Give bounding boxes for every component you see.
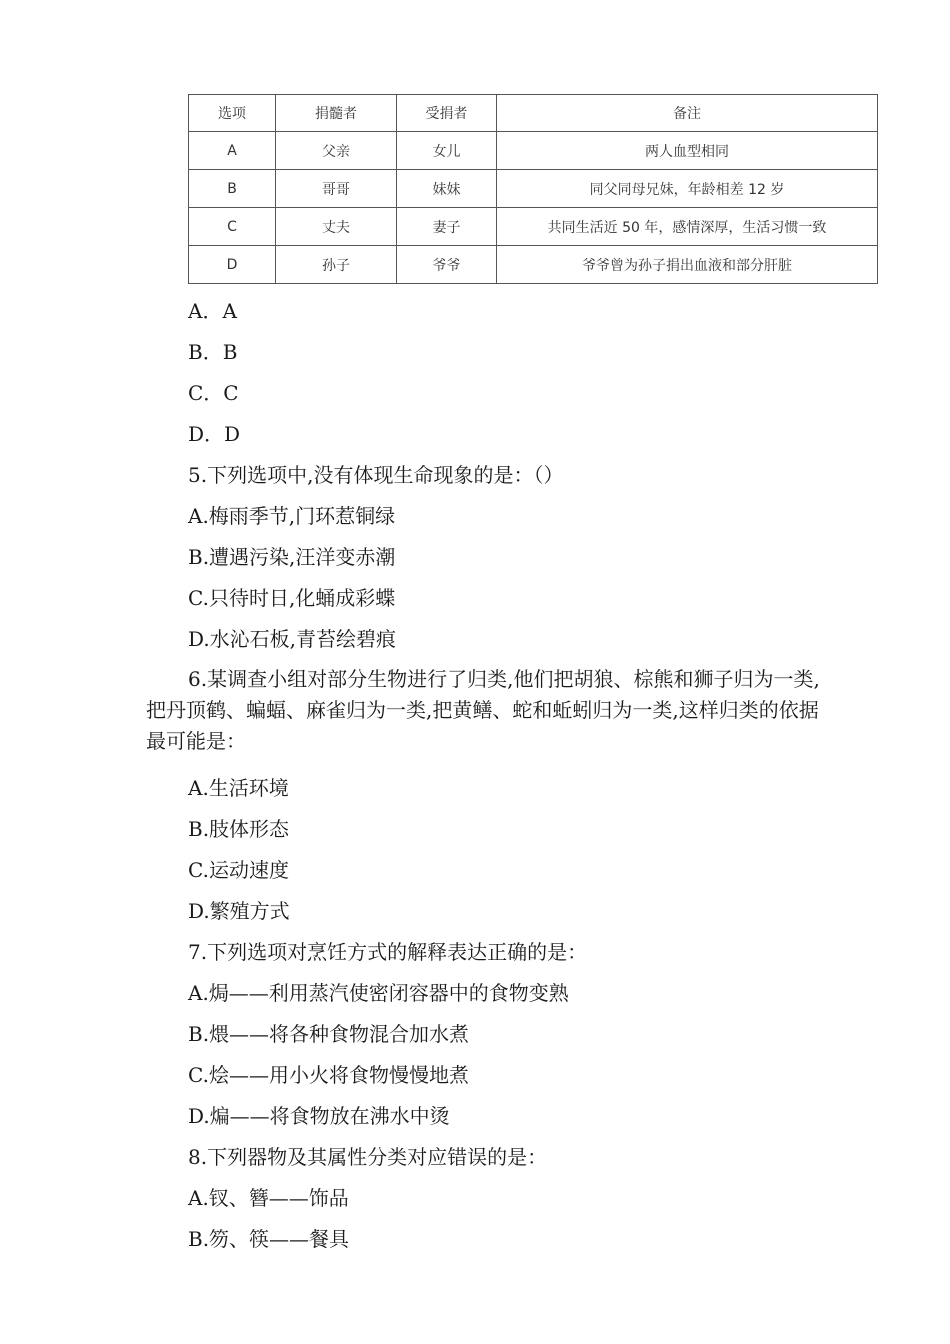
q6-option-c: C.运动速度 bbox=[188, 858, 289, 882]
table-cell: D bbox=[189, 246, 276, 284]
q8-option-a: A.钗、簪——饰品 bbox=[188, 1186, 349, 1210]
q4-option-b: B．B bbox=[188, 340, 238, 364]
q8-stem: 8.下列器物及其属性分类对应错误的是： bbox=[188, 1145, 548, 1169]
table-row bbox=[189, 132, 878, 170]
table-header-cell: 受捐者 bbox=[397, 95, 497, 132]
q6-stem: 6.某调查小组对部分生物进行了归类,他们把胡狼、棕熊和狮子归为一类,把丹顶鹤、蝙蝠、麻雀归为一类,把黄鳝、蛇和蚯蚓归为一类,这样归类的依据最可能是： bbox=[146, 667, 820, 753]
table-cell: A bbox=[189, 132, 276, 170]
table-cell: 两人血型相同 bbox=[497, 132, 878, 170]
table-row bbox=[189, 170, 878, 208]
q6-option-d: D.繁殖方式 bbox=[188, 899, 290, 923]
q5-option-c: C.只待时日,化蛹成彩蝶 bbox=[188, 586, 396, 610]
table-cell: 哥哥 bbox=[276, 170, 397, 208]
table-row bbox=[189, 246, 878, 284]
table-header-row bbox=[189, 95, 878, 132]
q5-option-b: B.遭遇污染,汪洋变赤潮 bbox=[188, 545, 396, 569]
table-cell: 妹妹 bbox=[397, 170, 497, 208]
table-cell: C bbox=[189, 208, 276, 246]
table-cell: 爷爷 bbox=[397, 246, 497, 284]
q6-option-b: B.肢体形态 bbox=[188, 817, 290, 841]
table-cell: 爷爷曾为孙子捐出血液和部分肝脏 bbox=[497, 246, 878, 284]
table-cell: 丈夫 bbox=[276, 208, 397, 246]
q4-option-a: A．A bbox=[188, 299, 237, 323]
table-row bbox=[189, 208, 878, 246]
table-cell: 共同生活近 50 年，感情深厚，生活习惯一致 bbox=[497, 208, 878, 246]
q5-option-d: D.水沁石板,青苔绘碧痕 bbox=[188, 627, 397, 651]
q7-option-c: C.烩——用小火将食物慢慢地煮 bbox=[188, 1063, 469, 1087]
table-cell: B bbox=[189, 170, 276, 208]
table-cell: 女儿 bbox=[397, 132, 497, 170]
table-cell: 父亲 bbox=[276, 132, 397, 170]
q7-option-d: D.煸——将食物放在沸水中烫 bbox=[188, 1104, 450, 1128]
table-header-cell: 捐髓者 bbox=[276, 95, 397, 132]
table-cell: 同父同母兄妹，年龄相差 12 岁 bbox=[497, 170, 878, 208]
q6-option-a: A.生活环境 bbox=[188, 776, 289, 800]
q7-stem: 7.下列选项对烹饪方式的解释表达正确的是： bbox=[188, 940, 588, 964]
table-cell: 妻子 bbox=[397, 208, 497, 246]
q5-stem: 5.下列选项中,没有体现生命现象的是：（） bbox=[188, 463, 564, 487]
table-cell: 孙子 bbox=[276, 246, 397, 284]
donor-table bbox=[188, 94, 878, 284]
table-header-cell: 备注 bbox=[497, 95, 878, 132]
q5-option-a: A.梅雨季节,门环惹铜绿 bbox=[188, 504, 396, 528]
q7-option-a: A.焗——利用蒸汽使密闭容器中的食物变熟 bbox=[188, 981, 569, 1005]
q8-option-b: B.笏、筷——餐具 bbox=[188, 1227, 350, 1251]
q7-option-b: B.煨——将各种食物混合加水煮 bbox=[188, 1022, 470, 1046]
table-header-cell: 选项 bbox=[189, 95, 276, 132]
q4-option-c: C．C bbox=[188, 381, 239, 405]
q4-option-d: D．D bbox=[188, 422, 241, 446]
